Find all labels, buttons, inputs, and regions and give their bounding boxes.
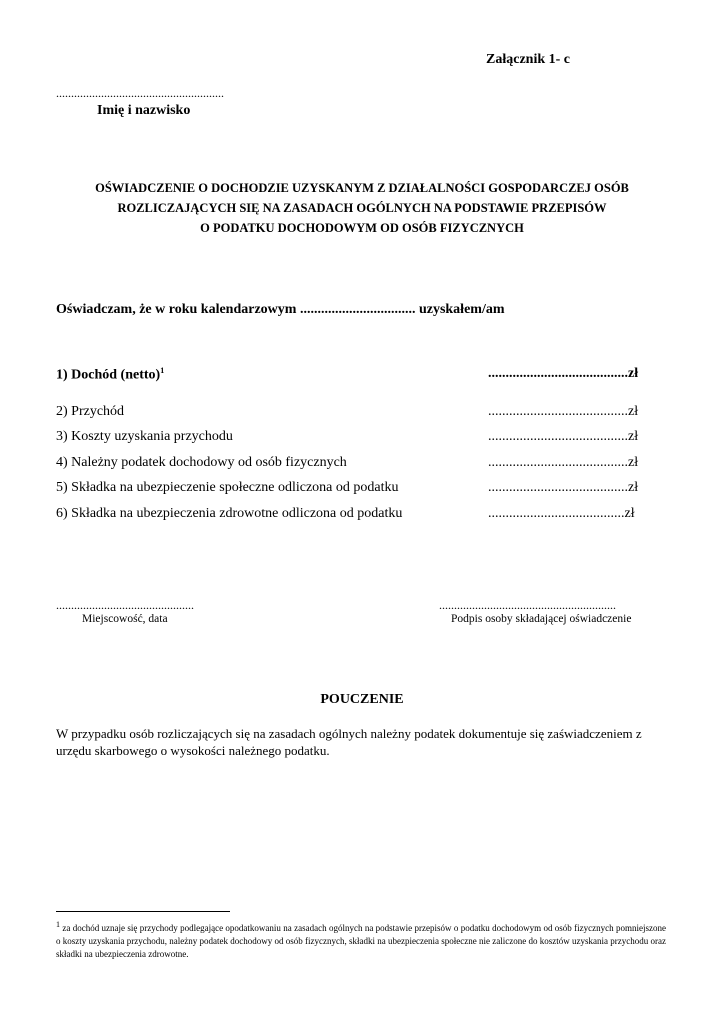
title-line-3: O PODATKU DOCHODOWYM OD OSÓB FIZYCZNYCH <box>200 221 524 235</box>
document-title <box>40 178 684 238</box>
row-value: ........................................zł <box>488 480 639 495</box>
income-label-text: 1) Dochód (netto) <box>56 367 161 383</box>
footnote-text: za dochód uznaje się przychody podlegające opodatkowaniu na zasadach ogólnych na podstawie przepisów o podatku dochodowym od osób fizycznych pomniejszone o koszty uzyskania przychodu, należny podatek dochodowy od osób fizycznych, składki na ubezpieczenia społeczne nie zaliczone do kosztów uzyskania przychodu oraz składki na ubezpieczenia zdrowotne. <box>56 923 666 959</box>
row-label: 3) Koszty uzyskania przychodu <box>56 429 233 444</box>
footnote <box>56 918 666 961</box>
declaration-text: Oświadczam, że w roku kalendarzowym ................................. uzyskałem/am <box>56 302 505 317</box>
signature-label: Podpis osoby składającej oświadczenie <box>451 613 632 625</box>
income-value: ........................................zł <box>488 366 639 381</box>
footnote-separator <box>56 911 230 912</box>
name-fill-line: ........................................................ <box>56 86 224 100</box>
row-value: ........................................zł <box>488 455 639 470</box>
attachment-label: Załącznik 1- c <box>486 52 570 67</box>
title-line-1: OŚWIADCZENIE O DOCHODZIE UZYSKANYM Z DZIAŁALNOŚCI GOSPODARCZEJ OSÓB <box>95 181 629 195</box>
name-label: Imię i nazwisko <box>97 103 191 118</box>
income-footnote-mark: 1 <box>160 366 165 375</box>
row-value: ........................................zł <box>488 404 639 419</box>
signature-fill-line: ........................................................... <box>439 598 616 612</box>
place-date-fill-line: .............................................. <box>56 598 194 612</box>
income-label <box>56 366 164 384</box>
row-label: 6) Składka na ubezpieczenia zdrowotne odliczona od podatku <box>56 506 403 521</box>
footnote-mark: 1 <box>56 920 60 929</box>
place-date-label: Miejscowość, data <box>82 613 168 625</box>
row-value: .......................................zł <box>488 506 635 521</box>
row-value: ........................................zł <box>488 429 639 444</box>
row-label: 4) Należny podatek dochodowy od osób fizycznych <box>56 455 347 470</box>
pouczenie-text: W przypadku osób rozliczających się na zasadach ogólnych należny podatek dokumentuje się zaświadczeniem z urzędu skarbowego o wysokości należnego podatku. <box>56 726 642 758</box>
title-line-2: ROZLICZAJĄCYCH SIĘ NA ZASADACH OGÓLNYCH NA PODSTAWIE PRZEPISÓW <box>117 201 607 215</box>
row-label: 5) Składka na ubezpieczenie społeczne odliczona od podatku <box>56 480 399 495</box>
row-label: 2) Przychód <box>56 404 125 419</box>
pouczenie-title: POUCZENIE <box>320 692 404 707</box>
